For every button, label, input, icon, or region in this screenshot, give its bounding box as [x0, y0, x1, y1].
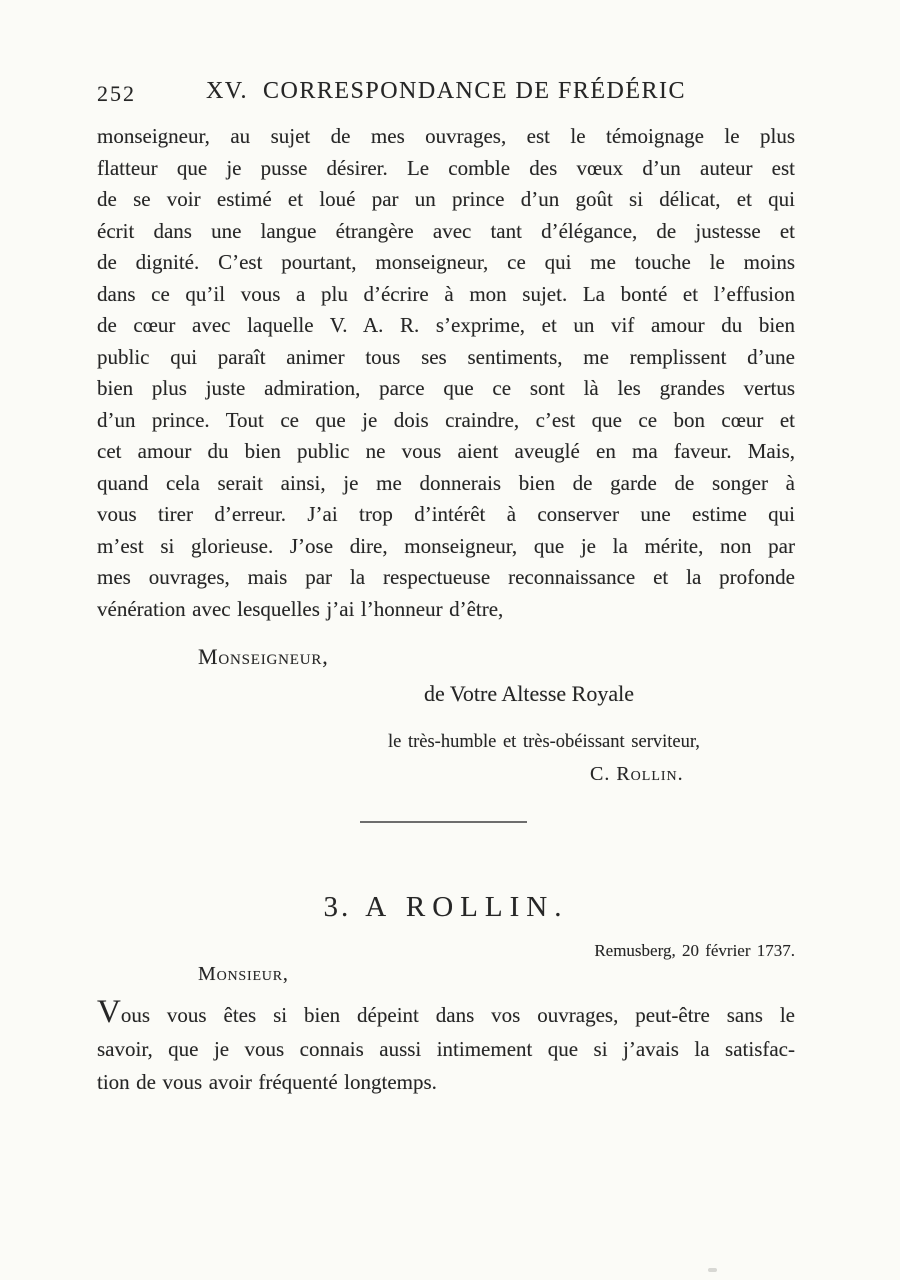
letter-number: 3.: [323, 891, 352, 923]
running-title: XV. CORRESPONDANCE DE FRÉDÉRIC: [205, 78, 687, 104]
text-line: savoir, que je vous connais aussi intimement que si j’avais la satisfac-: [97, 1036, 795, 1061]
section-divider: [360, 821, 527, 823]
text-line-rest: ous vous êtes si bien dépeint dans vos ouvrages, peut-être sans le: [120, 1003, 795, 1027]
text-line: quand cela serait ainsi, je me donnerais bien de garde de songer à: [97, 470, 795, 495]
text-line: de cœur avec laquelle V. A. R. s’exprime, et un vif amour du bien: [97, 313, 795, 337]
running-head: [97, 78, 795, 108]
text-line: bien plus juste admiration, parce que ce sont là les grandes vertus: [97, 376, 795, 400]
signature-rollin: C. Rollin.: [590, 763, 684, 785]
scan-speck: [708, 1268, 717, 1272]
text-line: [97, 994, 795, 1033]
text-line: monseigneur, au sujet de mes ouvrages, est le témoignage le plus: [97, 124, 795, 148]
letter-3-heading: [97, 891, 795, 924]
text-line: vous tirer d’erreur. J’ai trop d’intérêt à conserver une estime qui: [97, 502, 795, 526]
enlarged-initial: V: [97, 994, 121, 1030]
text-line: de dignité. C’est pourtant, monseigneur, ce qui me touche le moins: [97, 250, 795, 274]
letter-3-body: [97, 994, 795, 1100]
text-line: flatteur que je pusse désirer. Le comble des vœux d’un auteur est: [97, 155, 795, 180]
closing-line-altesse: de Votre Altesse Royale: [424, 681, 634, 706]
text-line: tion de vous avoir fréquenté longtemps.: [97, 1070, 437, 1094]
text-line: dans ce qu’il vous a plu d’écrire à mon sujet. La bonté et l’effusion: [97, 281, 795, 306]
text-line: de se voir estimé et loué par un prince d’un goût si délicat, et qui: [97, 187, 795, 211]
page-number: 252: [97, 81, 136, 106]
text-line: m’est si glorieuse. J’ose dire, monseigneur, que je la mérite, non par: [97, 533, 795, 558]
letter-3-salutation: Monsieur,: [198, 963, 289, 985]
closing-line-serviteur: le très-humble et très-obéissant serviteur,: [388, 732, 700, 752]
text-line: d’un prince. Tout ce que je dois craindre, c’est que ce bon cœur et: [97, 407, 795, 432]
text-line: mes ouvrages, mais par la respectueuse reconnaissance et la profonde: [97, 565, 795, 589]
text-line: cet amour du bien public ne vous aient aveuglé en ma faveur. Mais,: [97, 439, 795, 463]
letter-2-salutation: Monseigneur,: [198, 644, 329, 669]
text-line: public qui paraît animer tous ses sentiments, me remplissent d’une: [97, 344, 795, 369]
letter-2-body: [97, 121, 795, 625]
text-line: vénération avec lesquelles j’ai l’honneur d’être,: [97, 596, 504, 621]
text-line: écrit dans une langue étrangère avec tant d’élégance, de justesse et: [97, 218, 795, 243]
letter-title: A ROLLIN.: [365, 891, 569, 923]
dateline: Remusberg, 20 février 1737.: [594, 941, 795, 960]
